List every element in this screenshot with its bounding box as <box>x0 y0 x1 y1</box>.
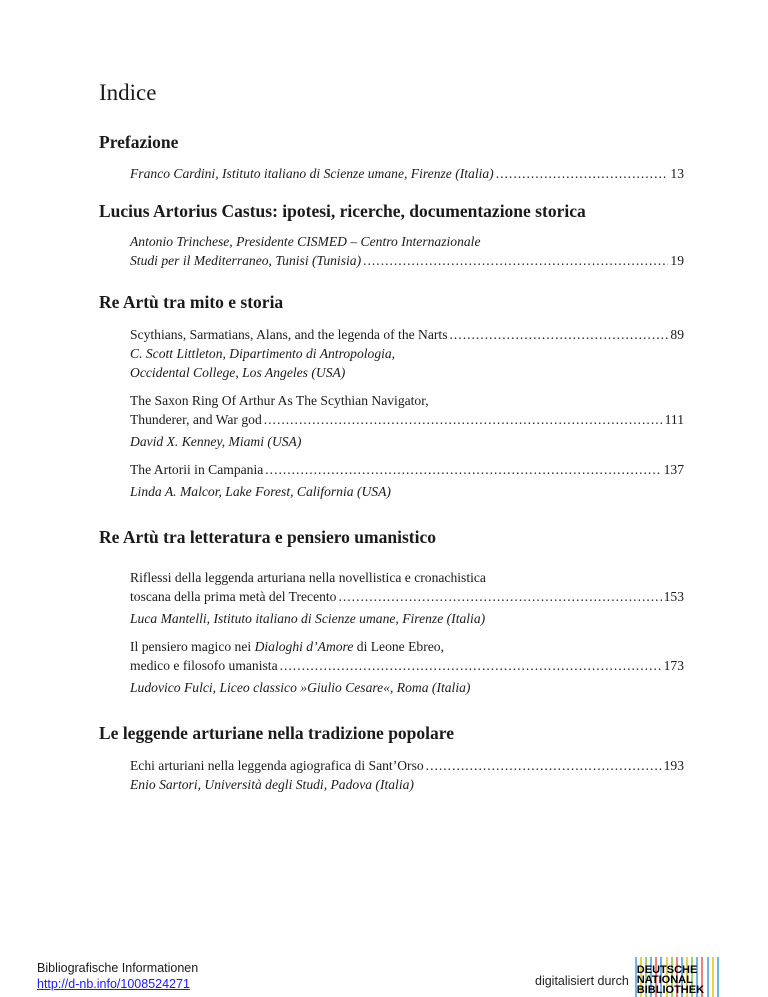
entry-author: David X. Kenney, Miami (USA) <box>130 434 302 449</box>
digitized-by-label: digitalisiert durch <box>535 974 629 988</box>
logo-word: NATIONAL <box>636 974 693 986</box>
page-number: 89 <box>670 327 684 342</box>
entry-title: toscana della prima metà del Trecento <box>130 589 337 604</box>
biblio-label: Bibliografische Informationen <box>37 961 199 975</box>
toc-section-mito-storia <box>99 291 684 501</box>
section-title: Re Artù tra mito e storia <box>99 292 284 312</box>
leader-dots <box>496 164 669 183</box>
entry-author: Enio Sartori, Università degli Studi, Padova (Italia) <box>130 777 414 792</box>
page-title: Indice <box>99 80 157 105</box>
section-title: Lucius Artorius Castus: ipotesi, ricerche, documentazione storica <box>99 201 586 221</box>
page-number: 137 <box>663 462 684 477</box>
toc-entry[interactable] <box>130 460 684 501</box>
entry-title: Il pensiero magico nei <box>130 639 255 654</box>
entry-author: Luca Mantelli, Istituto italiano di Scienze umane, Firenze (Italia) <box>130 611 486 626</box>
logo-stripe <box>707 957 709 997</box>
entry-author: Linda A. Malcor, Lake Forest, California (USA) <box>130 484 391 499</box>
section-title: Prefazione <box>99 132 179 152</box>
logo-stripe <box>717 957 719 997</box>
toc-entry[interactable] <box>130 637 684 697</box>
entry-author: Ludovico Fulci, Liceo classico »Giulio Cesare«, Roma (Italia) <box>130 680 471 695</box>
entry-author: C. Scott Littleton, Dipartimento di Antropologia, <box>130 346 396 361</box>
leader-dots <box>264 410 663 429</box>
toc-entry[interactable] <box>130 164 684 183</box>
page-number: 153 <box>663 589 684 604</box>
toc-entry[interactable] <box>130 568 684 628</box>
entry-title: medico e filosofo umanista <box>130 658 278 673</box>
toc-entry[interactable] <box>130 325 684 382</box>
toc-section-letteratura <box>99 526 684 697</box>
logo-wordmark <box>637 965 704 995</box>
logo-word: BIBLIOTHEK <box>636 984 705 996</box>
bibliographic-info <box>37 960 198 992</box>
entry-title: di Leone Ebreo, <box>353 639 444 654</box>
page-number: 111 <box>664 412 684 427</box>
logo-word: DEUTSCHE <box>636 964 698 976</box>
leader-dots <box>338 587 661 606</box>
toc-section-tradizione-popolare <box>99 722 684 794</box>
page-number: 13 <box>670 166 684 181</box>
entry-title: Thunderer, and War god <box>130 412 262 427</box>
page-number: 19 <box>670 253 684 268</box>
page-number: 193 <box>663 758 684 773</box>
leader-dots <box>363 251 668 270</box>
leader-dots <box>426 756 662 775</box>
digitized-by <box>535 957 719 997</box>
toc-section-prefazione <box>99 131 684 183</box>
section-title: Re Artù tra letteratura e pensiero umanistico <box>99 527 436 547</box>
entry-title: Echi arturiani nella leggenda agiografica di Sant’Orso <box>130 758 424 773</box>
entry-author: Occidental College, Los Angeles (USA) <box>130 365 346 380</box>
page-number: 173 <box>663 658 684 673</box>
entry-title: Riflessi della leggenda arturiana nella novellistica e cronachistica <box>130 570 486 585</box>
entry-title-italic: Dialoghi d’Amore <box>254 639 354 654</box>
section-title: Le leggende arturiane nella tradizione popolare <box>99 723 454 743</box>
toc-entry[interactable] <box>130 391 684 451</box>
toc-entry[interactable] <box>130 232 684 270</box>
toc-section-lucius-artorius <box>99 200 684 270</box>
leader-dots <box>450 325 669 344</box>
dnb-logo <box>635 957 719 997</box>
leader-dots <box>280 656 662 675</box>
entry-author: Studi per il Mediterraneo, Tunisi (Tunisia) <box>130 253 362 268</box>
entry-author: Franco Cardini, Istituto italiano di Scienze umane, Firenze (Italia) <box>130 166 494 181</box>
logo-stripe <box>712 957 714 997</box>
toc-entry[interactable] <box>130 756 684 794</box>
biblio-link[interactable]: http://d-nb.info/1008524271 <box>37 977 190 991</box>
entry-author: Antonio Trinchese, Presidente CISMED – Centro Internazionale <box>130 234 481 249</box>
entry-title: The Saxon Ring Of Arthur As The Scythian Navigator, <box>130 393 429 408</box>
leader-dots <box>265 460 661 479</box>
entry-title: Scythians, Sarmatians, Alans, and the legenda of the Narts <box>130 327 448 342</box>
entry-title: The Artorii in Campania <box>130 462 264 477</box>
